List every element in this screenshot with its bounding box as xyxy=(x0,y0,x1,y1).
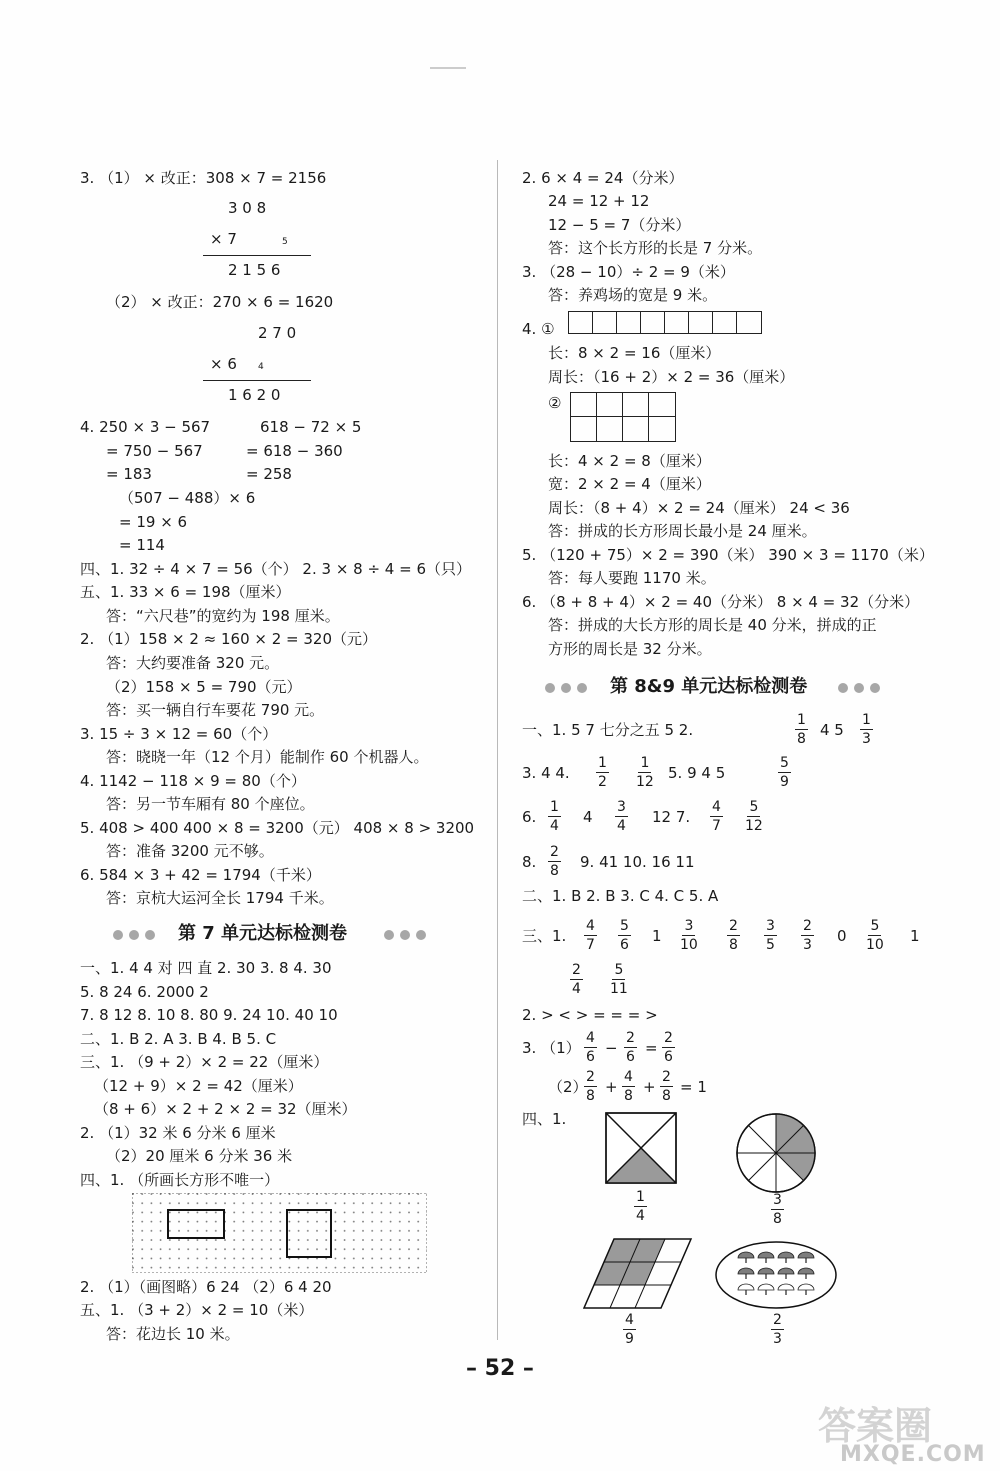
line: 2. 6 × 4 = 24（分米） xyxy=(522,169,684,187)
line: 答：每人要跑 1170 米。 xyxy=(548,569,716,587)
row-of-8-squares xyxy=(568,311,762,334)
fraction: $\frac{2}{4}$ xyxy=(572,962,581,997)
line: （8 + 6）× 2 + 2 × 2 = 32（厘米） xyxy=(94,1100,357,1118)
section-title-7: 第 7 单元达标检测卷 xyxy=(178,923,348,944)
line: = 258 xyxy=(246,465,292,483)
line: 周长：（16 + 2）× 2 = 36（厘米） xyxy=(548,368,795,386)
fraction: $\frac{5}{6}$ xyxy=(620,918,629,953)
line: 答：养鸡场的宽是 9 米。 xyxy=(548,286,718,304)
line: 四、1. 32 ÷ 4 × 7 = 56（个） 2. 3 × 8 ÷ 4 = 6（只） xyxy=(80,560,471,578)
line: 三、1. xyxy=(522,927,567,945)
fraction: $\frac{1}{4}$ xyxy=(636,1189,645,1224)
fraction: $\frac{2}{3}$ xyxy=(773,1312,782,1347)
parallelogram-ninths-figure xyxy=(583,1238,693,1310)
column-divider xyxy=(497,160,498,1340)
section-dots-left xyxy=(545,683,587,693)
section-dots-left xyxy=(113,930,155,940)
line: 一、1. 4 4 对 四 直 2. 30 3. 8 4. 30 xyxy=(80,959,332,977)
line: 周长：（8 + 4）× 2 = 24（厘米） 24 < 36 xyxy=(548,499,850,517)
line: = 750 − 567 xyxy=(106,442,203,460)
line: 2. > < > = = = > xyxy=(522,1006,658,1024)
line: = 618 − 360 xyxy=(246,442,343,460)
line: 3. 4 4. xyxy=(522,764,570,782)
line: 3. （1） × 改正：308 × 7 = 2156 xyxy=(80,169,327,187)
line: 五、1. 33 × 6 = 198（厘米） xyxy=(80,583,291,601)
section-dots-right xyxy=(838,683,880,693)
equals-sign: = xyxy=(645,1039,658,1057)
fraction: $\frac{4}{6}$ xyxy=(586,1030,595,1065)
line: 5. 408 > 400 400 × 8 = 3200（元） 408 × 8 > 3200 xyxy=(80,819,475,837)
line: （507 − 488）× 6 xyxy=(119,489,256,507)
plus-sign: + xyxy=(605,1078,618,1096)
fraction: $\frac{4}{7}$ xyxy=(586,918,595,953)
line: × 6 xyxy=(210,355,237,373)
line: （2）20 厘米 6 分米 36 米 xyxy=(106,1147,293,1165)
line: 5. 9 4 5 xyxy=(668,764,726,782)
line: 答：花边长 10 米。 xyxy=(106,1325,240,1343)
line: 12 − 5 = 7（分米） xyxy=(548,216,691,234)
line: （12 + 9）× 2 = 42（厘米） xyxy=(94,1077,303,1095)
line: 2. （1）（画图略）6 24 （2）6 4 20 xyxy=(80,1278,332,1296)
line: 4. ① xyxy=(522,320,555,338)
line: 二、1. B 2. A 3. B 4. B 5. C xyxy=(80,1030,277,1048)
line: 答：“六尺巷”的宽约为 198 厘米。 xyxy=(106,607,340,625)
fraction: $\frac{2}{8}$ xyxy=(662,1069,671,1104)
fraction: $\frac{1}{3}$ xyxy=(862,712,871,747)
line: 6. （8 + 8 + 4）× 2 = 40（分米） 8 × 4 = 32（分米） xyxy=(522,593,920,611)
fraction: $\frac{2}{3}$ xyxy=(803,918,812,953)
fraction: $\frac{1}{2}$ xyxy=(598,755,607,790)
fraction: $\frac{5}{11}$ xyxy=(610,962,628,997)
line: （2） xyxy=(548,1078,588,1096)
watermark-logo: 答案圈 xyxy=(818,1404,933,1448)
fraction: $\frac{5}{12}$ xyxy=(745,799,763,834)
section-dots-right xyxy=(384,930,426,940)
line: 0 xyxy=(837,927,847,945)
fraction: $\frac{3}{5}$ xyxy=(766,918,775,953)
line: 24 = 12 + 12 xyxy=(548,192,650,210)
line: 方形的周长是 32 分米。 xyxy=(548,640,712,658)
line: 答：拼成的长方形周长最小是 24 厘米。 xyxy=(548,522,817,540)
line: 5. （120 + 75）× 2 = 390（米） 390 × 3 = 1170（米） xyxy=(522,546,934,564)
square-quartered-figure xyxy=(605,1112,677,1184)
line: 2 1 5 6 xyxy=(228,261,281,279)
line: 三、1. （9 + 2）× 2 = 22（厘米） xyxy=(80,1053,329,1071)
fraction: $\frac{1}{8}$ xyxy=(797,712,806,747)
page-number: – 52 – xyxy=(466,1356,534,1381)
line: × 7 xyxy=(210,230,237,248)
line: 7. 8 12 8. 10 8. 80 9. 24 10. 40 10 xyxy=(80,1006,338,1024)
fraction: $\frac{3}{8}$ xyxy=(773,1192,782,1227)
line: = 183 xyxy=(106,465,152,483)
oval-mushrooms-figure xyxy=(714,1240,838,1310)
rule xyxy=(203,380,311,381)
line: （2）158 × 5 = 790（元） xyxy=(106,678,302,696)
fraction: $\frac{4}{9}$ xyxy=(625,1312,634,1347)
line: 答：这个长方形的长是 7 分米。 xyxy=(548,239,763,257)
line: 3 0 8 xyxy=(228,199,267,217)
line: = 19 × 6 xyxy=(119,513,188,531)
fraction: $\frac{2}{6}$ xyxy=(664,1030,673,1065)
line: 四、1. xyxy=(522,1110,567,1128)
line: 答：京杭大运河全长 1794 千米。 xyxy=(106,889,334,907)
dot-grid-drawing xyxy=(132,1193,427,1273)
line: ② xyxy=(548,394,562,412)
line: 1 6 2 0 xyxy=(228,386,281,404)
line: 长：4 × 2 = 8（厘米） xyxy=(548,452,711,470)
line: 答：买一辆自行车要花 790 元。 xyxy=(106,701,325,719)
line: 618 − 72 × 5 xyxy=(260,418,362,436)
fraction: $\frac{2}{8}$ xyxy=(586,1069,595,1104)
line: = 1 xyxy=(680,1078,707,1096)
fraction: $\frac{1}{4}$ xyxy=(550,799,559,834)
line: 6. 584 × 3 + 42 = 1794（千米） xyxy=(80,866,321,884)
section-title-8-9: 第 8&9 单元达标检测卷 xyxy=(610,676,808,697)
line: 答：另一节车厢有 80 个座位。 xyxy=(106,795,315,813)
fraction: $\frac{1}{12}$ xyxy=(636,755,654,790)
carry-digit: 4 xyxy=(258,362,264,372)
line: （2） × 改正：270 × 6 = 1620 xyxy=(106,293,334,311)
line: 3. （1） xyxy=(522,1039,581,1057)
fraction: $\frac{2}{6}$ xyxy=(626,1030,635,1065)
line: 8. xyxy=(522,853,537,871)
line: 一、1. 5 7 七分之五 5 2. xyxy=(522,721,694,739)
line: 12 7. xyxy=(652,808,691,826)
line: 4 xyxy=(583,808,593,826)
plus-sign: + xyxy=(643,1078,656,1096)
line: 9. 41 10. 16 11 xyxy=(580,853,695,871)
fraction: $\frac{3}{4}$ xyxy=(617,799,626,834)
line: = 114 xyxy=(119,536,165,554)
top-mark xyxy=(430,67,466,69)
line: 答：大约要准备 320 元。 xyxy=(106,654,280,672)
fraction: $\frac{2}{8}$ xyxy=(550,844,559,879)
line: 2. （1）32 米 6 分米 6 厘米 xyxy=(80,1124,276,1142)
line: 3. （28 − 10）÷ 2 = 9（米） xyxy=(522,263,735,281)
fraction: $\frac{5}{10}$ xyxy=(866,918,884,953)
line: 2 7 0 xyxy=(258,324,297,342)
line: 宽：2 × 2 = 4（厘米） xyxy=(548,475,711,493)
line: 五、1. （3 + 2）× 2 = 10（米） xyxy=(80,1301,314,1319)
carry-digit: 5 xyxy=(282,237,288,247)
grid-2x4-squares xyxy=(570,392,676,442)
line: 四、1. （所画长方形不唯一） xyxy=(80,1171,280,1189)
circle-eighths-figure xyxy=(735,1112,817,1194)
fraction: $\frac{5}{9}$ xyxy=(780,755,789,790)
line: 6. xyxy=(522,808,537,826)
line: 1 xyxy=(652,927,662,945)
line: 1 xyxy=(910,927,920,945)
line: 5. 8 24 6. 2000 2 xyxy=(80,983,209,1001)
fraction: $\frac{3}{10}$ xyxy=(680,918,698,953)
watermark-url: MXQE.COM xyxy=(840,1442,986,1467)
line: 4. 1142 − 118 × 9 = 80（个） xyxy=(80,772,306,790)
line: 4. 250 × 3 − 567 xyxy=(80,418,211,436)
fraction: $\frac{4}{7}$ xyxy=(712,799,721,834)
line: 答：准备 3200 元不够。 xyxy=(106,842,274,860)
line: 答：晓晓一年（12 个月）能制作 60 个机器人。 xyxy=(106,748,429,766)
line: 答：拼成的大长方形的周长是 40 分米，拼成的正 xyxy=(548,616,877,634)
line: 2. （1）158 × 2 ≈ 160 × 2 = 320（元） xyxy=(80,630,378,648)
fraction: $\frac{2}{8}$ xyxy=(729,918,738,953)
minus-sign: − xyxy=(605,1039,618,1057)
line: 长：8 × 2 = 16（厘米） xyxy=(548,344,721,362)
line: 二、1. B 2. B 3. C 4. C 5. A xyxy=(522,887,719,905)
fraction: $\frac{4}{8}$ xyxy=(624,1069,633,1104)
line: 3. 15 ÷ 3 × 12 = 60（个） xyxy=(80,725,278,743)
rule xyxy=(203,255,311,256)
line: 4 5 xyxy=(820,721,844,739)
